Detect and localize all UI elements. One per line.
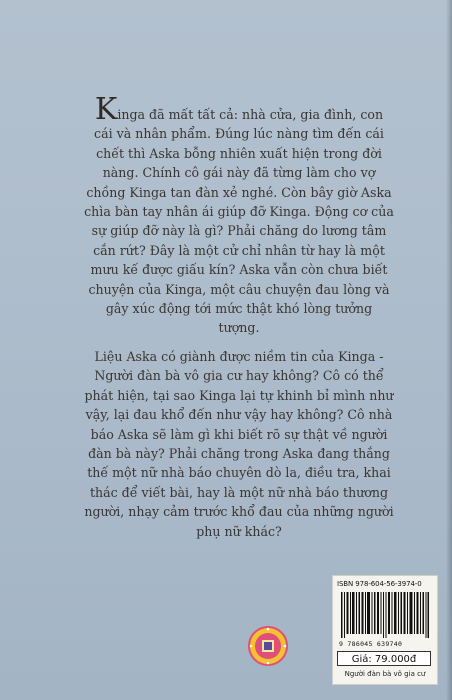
blurb-paragraph-2: Liệu Aska có giành được niềm tin của Kinga - Người đàn bà vô gia cư hay không? Cô có thể phát hiện, tại sao Kinga lại tự khinh bỉ mình như vậy, lại đau khổ đến như vậy hay không? Cô nhà báo Aska sẽ làm gì khi biết rõ sự thật về người đàn bà này? Phải chăng trong Aska đang thắng thế một nữ nhà báo chuyên dò la, điều tra, khai thác để viết bài, hay là một nữ nhà báo thương người, nhạy cảm trước khổ đau của những người phụ nữ khác? [84,348,394,539]
drop-cap-letter: K [94,92,118,127]
spine-shadow [446,0,452,700]
blurb-paragraph-1 [84,92,394,338]
barcode-icon [341,592,429,638]
barcode-label [332,575,438,685]
blurb-paragraph-1-text: inga đã mất tất cả: nhà cửa, gia đình, con cái và nhân phẩm. Đúng lúc nàng tìm đến cái chết thì Aska bỗng nhiên xuất hiện trong đời nàng. Chính cô gái này đã từng làm cho vợ chồng Kinga tan đàn xẻ nghé. Còn bây giờ Aska chìa bàn tay nhân ái giúp đỡ Kinga. Động cơ của sự giúp đỡ này là gì? Phải chăng do lương tâm cắn rứt? Đây là một cử chỉ nhân từ hay là một mưu kế được giấu kín? Aska vẫn còn chưa biết chuyện của Kinga, một câu chuyện đau lòng và gây xúc động tới mức thật khó lòng tưởng tượng. [84,107,394,336]
back-cover-blurb [84,92,394,541]
barcode-book-title: Người đàn bà vô gia cư [344,670,426,678]
publisher-logo-icon [248,626,288,666]
price-label: Giá: 79.000đ [337,651,431,666]
barcode-digits: 9 786045 639740 [339,640,403,648]
isbn-text: ISBN 978-604-56-3974-0 [337,580,422,588]
